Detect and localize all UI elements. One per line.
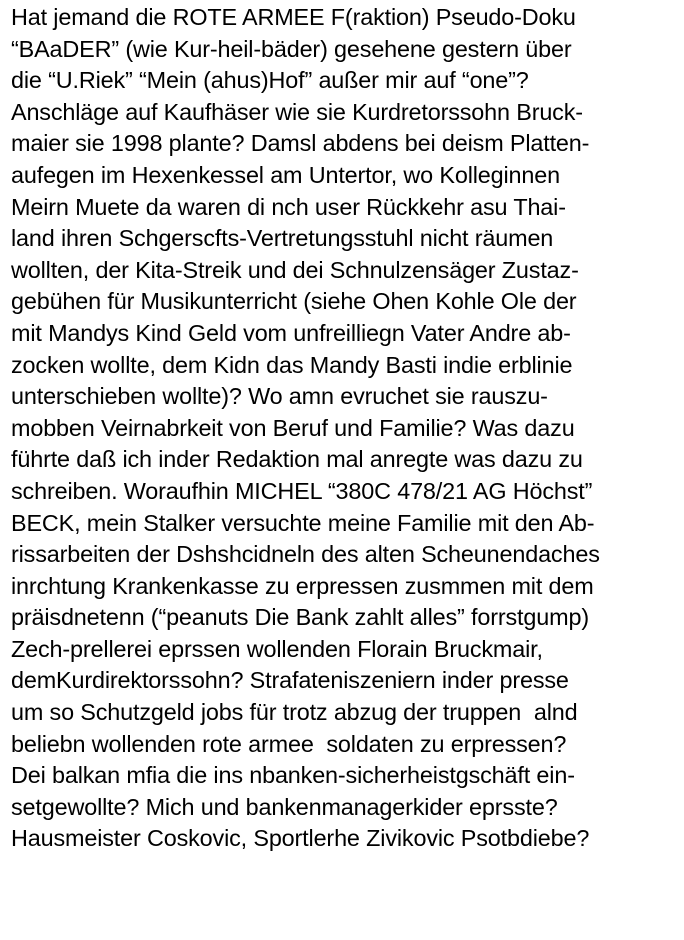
document-text xyxy=(11,2,679,855)
text-line: mobben Veirnabrkeit von Beruf und Familie? Was dazu xyxy=(11,414,575,441)
text-line: Hat jemand die ROTE ARMEE F(raktion) Pseudo-Doku xyxy=(11,4,576,30)
text-line: Hausmeister Coskovic, Sportlerhe Zivikovic Psotbdiebe? xyxy=(11,825,590,852)
text-line: wollten, der Kita-Streik und dei Schnulzensäger Zustaz- xyxy=(11,256,579,283)
text-line: Dei balkan mfia die ins nbanken-sicherheistgschäft ein- xyxy=(11,762,575,789)
text-line: gebühen für Musikunterricht (siehe Ohen Kohle Ole der xyxy=(11,288,577,315)
text-line: inrchtung Krankenkasse zu erpressen zusmmen mit dem xyxy=(11,572,594,599)
text-line: die “U.Riek” “Mein (ahus)Hof” außer mir auf “one”? xyxy=(11,67,529,94)
text-line: beliebn wollenden rote armee soldaten zu erpressen? xyxy=(11,730,567,757)
text-line: maier sie 1998 plante? Damsl abdens bei deism Platten- xyxy=(11,130,590,157)
text-line: führte daß ich inder Redaktion mal anregte was dazu zu xyxy=(11,446,583,473)
text-line: um so Schutzgeld jobs für trotz abzug der truppen alnd xyxy=(11,699,578,726)
text-line: setgewollte? Mich und bankenmanagerkider eprsste? xyxy=(11,793,558,820)
text-line: Anschläge auf Kaufhäser wie sie Kurdretorssohn Bruck- xyxy=(11,98,583,125)
text-line: schreiben. Woraufhin MICHEL “380C 478/21 AG Höchst” xyxy=(11,477,593,504)
text-line: “BAaDER” (wie Kur-heil-bäder) gesehene gestern über xyxy=(11,35,572,62)
text-line: unterschieben wollte)? Wo amn evruchet sie rauszu- xyxy=(11,383,548,410)
text-line: mit Mandys Kind Geld vom unfreilliegn Vater Andre ab- xyxy=(11,319,571,346)
text-line: präisdnetenn (“peanuts Die Bank zahlt alles” forrstgump) xyxy=(11,604,589,631)
text-line: BECK, mein Stalker versuchte meine Familie mit den Ab- xyxy=(11,509,595,536)
text-line: aufegen im Hexenkessel am Untertor, wo Kolleginnen xyxy=(11,161,560,188)
text-line: demKurdirektorssohn? Strafateniszeniern inder presse xyxy=(11,667,569,694)
text-line: Zech-prellerei eprssen wollenden Florain Bruckmair, xyxy=(11,635,543,662)
text-line: land ihren Schgerscfts-Vertretungsstuhl nicht räumen xyxy=(11,225,554,252)
text-line: rissarbeiten der Dshshcidneln des alten Scheunendaches xyxy=(11,541,600,568)
text-line: Meirn Muete da waren di nch user Rückkehr asu Thai- xyxy=(11,193,566,220)
text-line: zocken wollte, dem Kidn das Mandy Basti indie erblinie xyxy=(11,351,573,378)
